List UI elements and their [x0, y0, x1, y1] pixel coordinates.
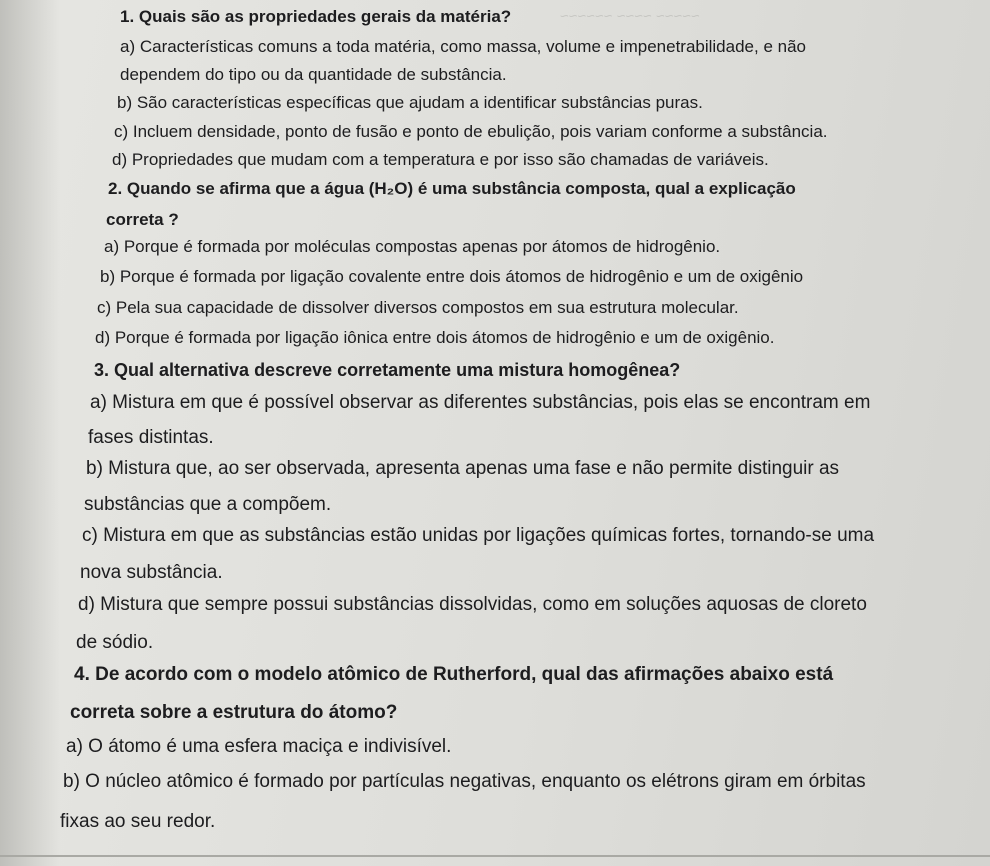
q1-option-c: c) Incluem densidade, ponto de fusão e ponto de ebulição, pois variam conforme a substância. — [114, 122, 828, 141]
question-3-title: 3. Qual alternativa descreve corretamente uma mistura homogênea? — [94, 360, 681, 380]
paper-edge — [0, 855, 990, 857]
q2-option-b: b) Porque é formada por ligação covalente entre dois átomos de hidrogênio e um de oxigênio — [100, 267, 804, 286]
q3-option-b: b) Mistura que, ao ser observada, apresenta apenas uma fase e não permite distinguir as — [86, 458, 840, 479]
q1-option-d: d) Propriedades que mudam com a temperatura e por isso são chamadas de variáveis. — [112, 150, 769, 169]
question-4-title-cont: correta sobre a estrutura do átomo? — [70, 702, 398, 723]
q1-option-a-cont: dependem do tipo ou da quantidade de substância. — [120, 65, 507, 84]
q2-option-c: c) Pela sua capacidade de dissolver diversos compostos em sua estrutura molecular. — [97, 298, 739, 317]
question-2-title: 2. Quando se afirma que a água (H₂O) é uma substância composta, qual a explicação — [108, 179, 796, 198]
q3-option-d-cont: de sódio. — [76, 632, 154, 653]
question-1-title: 1. Quais são as propriedades gerais da matéria? — [120, 7, 512, 26]
question-2-title-cont: correta ? — [106, 210, 179, 229]
page-shadow — [0, 0, 60, 866]
q4-option-b-cont: fixas ao seu redor. — [60, 811, 216, 832]
q3-option-d: d) Mistura que sempre possui substâncias dissolvidas, como em soluções aquosas de cloreto — [78, 594, 867, 615]
q3-option-c-cont: nova substância. — [80, 562, 223, 583]
q3-option-a: a) Mistura em que é possível observar as diferentes substâncias, pois elas se encontram em — [90, 392, 871, 413]
q2-option-d: d) Porque é formada por ligação iônica entre dois átomos de hidrogênio e um de oxigênio. — [95, 328, 775, 347]
q3-option-a-cont: fases distintas. — [88, 427, 214, 448]
q1-option-a: a) Características comuns a toda matéria, como massa, volume e impenetrabilidade, e não — [120, 37, 806, 56]
q3-option-b-cont: substâncias que a compõem. — [84, 494, 332, 515]
q4-option-b: b) O núcleo atômico é formado por partículas negativas, enquanto os elétrons giram em órbitas — [63, 771, 866, 792]
bleed-through: ~~~~~ ~~~~ ~~~~~~ — [560, 8, 700, 25]
q2-option-a: a) Porque é formada por moléculas compostas apenas por átomos de hidrogênio. — [104, 237, 721, 256]
question-4-title: 4. De acordo com o modelo atômico de Rutherford, qual das afirmações abaixo está — [74, 664, 834, 685]
q1-option-b: b) São características específicas que ajudam a identificar substâncias puras. — [117, 93, 703, 112]
q3-option-c: c) Mistura em que as substâncias estão unidas por ligações químicas fortes, tornando-se uma — [82, 525, 875, 546]
q4-option-a: a) O átomo é uma esfera maciça e indivisível. — [66, 736, 452, 757]
